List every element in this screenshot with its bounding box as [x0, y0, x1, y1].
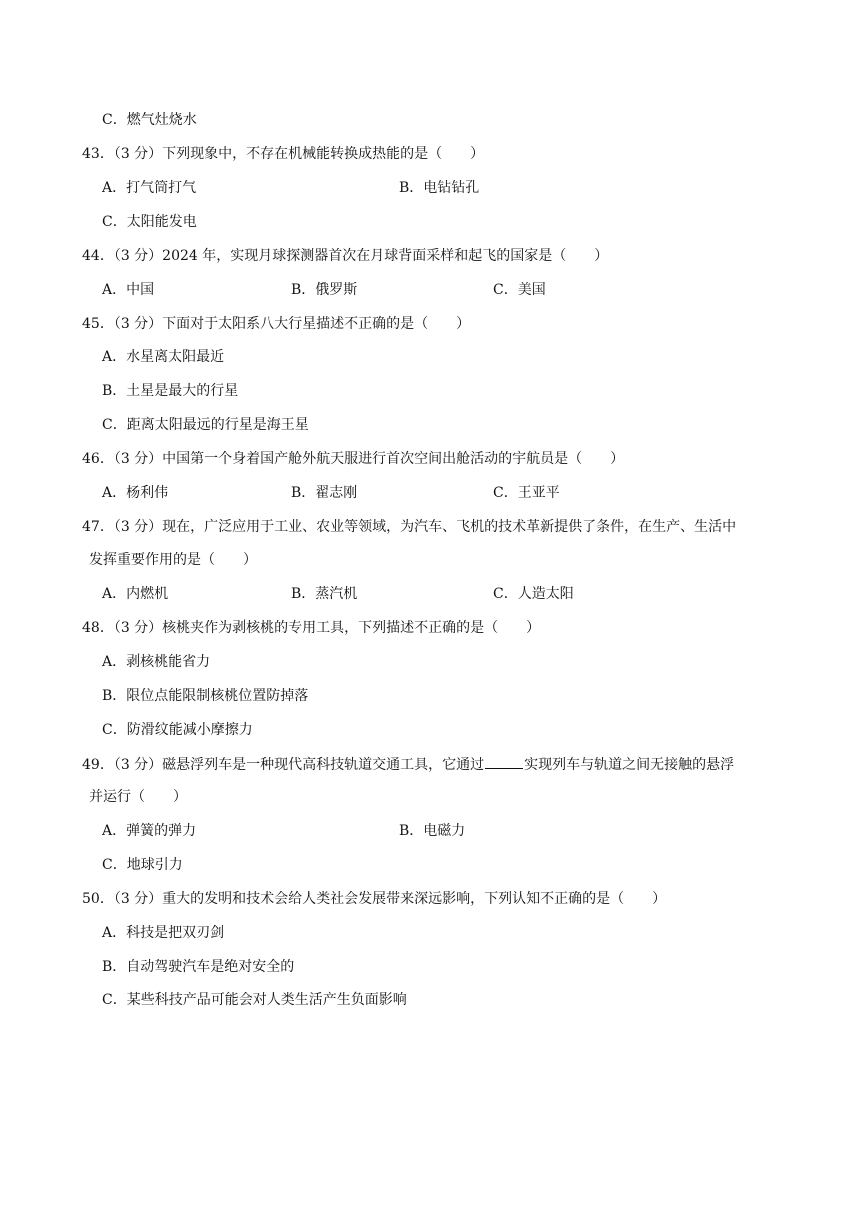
q48-option-b-row [82, 686, 800, 706]
q50-option-a: A．科技是把双刃剑 [102, 925, 225, 941]
q47-options-row [82, 584, 800, 604]
q43-options-row [82, 178, 800, 198]
q44-stem: 44．（3 分）2024 年，实现月球探测器首次在月球背面采样和起飞的国家是（ ） [82, 248, 609, 264]
q49-stem-continued: 并运行（ ） [89, 789, 187, 805]
q45-option-c: C．距离太阳最远的行星是海王星 [102, 417, 309, 433]
q46-stem: 46．（3 分）中国第一个身着国产舱外航天服进行首次空间出舱活动的宇航员是（ ） [82, 451, 625, 467]
q43-options-row-2 [82, 212, 800, 232]
q43-option-c: C．太阳能发电 [102, 214, 197, 230]
q49-stem-part-2: 实现列车与轨道之间无接触的悬浮 [524, 757, 735, 773]
q49-option-b: B．电磁力 [399, 823, 466, 839]
q45-option-a: A．水星离太阳最近 [102, 349, 225, 365]
q44-option-b: B．俄罗斯 [291, 282, 358, 298]
q49-option-a: A．弹簧的弹力 [102, 823, 197, 839]
q47-option-b: B．蒸汽机 [291, 586, 358, 602]
q44-option-a: A．中国 [102, 282, 155, 298]
q47-option-a: A．内燃机 [102, 586, 169, 602]
q50-stem: 50．（3 分）重大的发明和技术会给人类社会发展带来深远影响，下列认知不正确的是（ ） [82, 891, 667, 907]
q47-option-c: C．人造太阳 [493, 586, 574, 602]
q50-option-b: B．自动驾驶汽车是绝对安全的 [102, 959, 295, 975]
q45-option-c-row [82, 415, 800, 435]
q50-option-c-row [82, 990, 800, 1010]
q43-stem: 43．（3 分）下列现象中，不存在机械能转换成热能的是（ ） [82, 146, 485, 162]
q48-option-c: C．防滑纹能减小摩擦力 [102, 722, 253, 738]
q50-option-a-row [82, 923, 800, 943]
q48-option-a: A．剥核桃能省力 [102, 654, 211, 670]
q45-stem: 45．（3 分）下面对于太阳系八大行星描述不正确的是（ ） [82, 316, 471, 332]
q44-options-row [82, 280, 800, 300]
q48-stem: 48．（3 分）核桃夹作为剥核桃的专用工具，下列描述不正确的是（ ） [82, 620, 541, 636]
q46-option-a: A．杨利伟 [102, 485, 169, 501]
q43-option-a: A．打气筒打气 [102, 180, 197, 196]
q49-answer-blank [485, 753, 523, 769]
q49-options-row-2 [82, 855, 800, 875]
q48-option-b: B．限位点能限制核桃位置防掉落 [102, 688, 309, 704]
q43-option-b: B．电钻钻孔 [399, 180, 480, 196]
q45-option-b-row [82, 381, 800, 401]
q45-option-b: B．土星是最大的行星 [102, 383, 239, 399]
q47-stem-continued: 发挥重要作用的是（ ） [89, 552, 257, 568]
q50-option-c: C．某些科技产品可能会对人类生活产生负面影响 [102, 992, 407, 1008]
q45-option-a-row [82, 347, 800, 367]
q49-stem [82, 753, 800, 773]
q46-option-c: C．王亚平 [493, 485, 560, 501]
q50-option-b-row [82, 957, 800, 977]
q46-options-row [82, 483, 800, 503]
q44-option-c: C．美国 [493, 282, 546, 298]
q42-option-c: C．燃气灶烧水 [102, 112, 197, 128]
q47-stem: 47．（3 分）现在，广泛应用于工业、农业等领域，为汽车、飞机的技术革新提供了条件，在生产、生活中 [82, 519, 737, 535]
q49-stem-part-1: 49．（3 分）磁悬浮列车是一种现代高科技轨道交通工具，它通过 [82, 757, 485, 773]
q48-option-a-row [82, 652, 800, 672]
q42-options-row [82, 110, 800, 130]
q48-option-c-row [82, 720, 800, 740]
q49-option-c: C．地球引力 [102, 857, 183, 873]
q46-option-b: B．翟志刚 [291, 485, 358, 501]
q49-options-row [82, 821, 800, 841]
